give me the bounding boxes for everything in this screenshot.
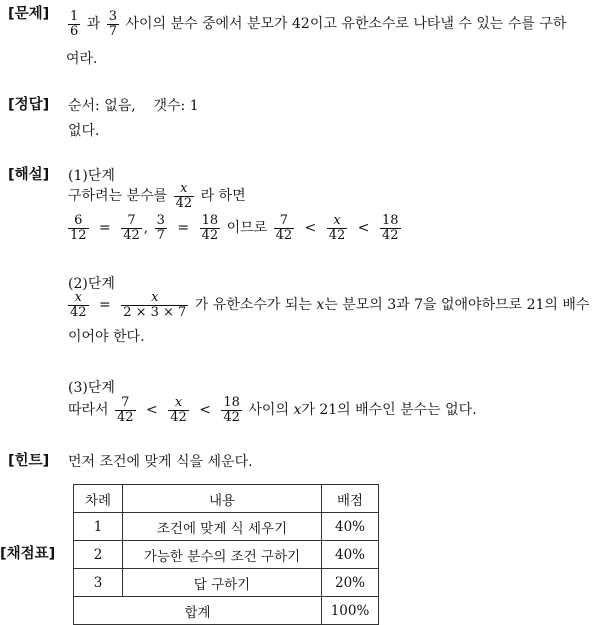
step1-post-text: 라 하면	[200, 188, 246, 205]
table-cell: 1	[74, 513, 123, 541]
answer-label: [정답]	[8, 97, 50, 113]
table-row	[74, 541, 379, 569]
fraction: $\frac{7}{42}$	[275, 213, 293, 243]
fraction: $\frac{7}{42}$	[123, 213, 140, 243]
fraction: $\frac{x}{42}$	[328, 213, 346, 243]
step2-title: (2)단계	[68, 276, 115, 292]
variable-x: x	[316, 297, 325, 314]
step1-intro	[68, 182, 246, 210]
fraction: $\frac{x}{42}$	[170, 395, 187, 425]
less-than-sign: <	[199, 402, 211, 419]
fraction: $\frac{x}{42}$	[70, 290, 87, 320]
hint-text: 먼저 조건에 맞게 식을 세운다.	[68, 454, 253, 470]
table-total-row	[74, 597, 379, 625]
equals-sign: =	[99, 220, 111, 237]
step2-text: 는 분모의 3과 7을 없애야하므로 21의 배수	[324, 297, 590, 314]
comma: ,	[143, 220, 149, 237]
step3-equation	[68, 396, 477, 424]
table-cell: 20%	[322, 569, 379, 597]
fraction: $\frac{x}{42}$	[175, 181, 193, 211]
fraction: $\frac{18}{42}$	[201, 213, 219, 243]
step3-pre-text: 따라서	[68, 402, 109, 419]
problem-line-1	[66, 10, 566, 38]
hint-label: [힌트]	[8, 453, 50, 469]
fraction: $\frac{3}{7}$	[108, 9, 117, 39]
less-than-sign: <	[146, 402, 158, 419]
step1-mid-text: 이므로	[226, 220, 268, 237]
answer-line-1: 순서: 없음, 갯수: 1	[68, 98, 199, 114]
header-cell: 배점	[322, 485, 379, 513]
table-row	[74, 569, 379, 597]
fraction: $\frac{18}{42}$	[381, 213, 399, 243]
step2-equation	[66, 291, 589, 319]
total-value: 100%	[322, 597, 379, 625]
table-cell: 40%	[322, 541, 379, 569]
problem-connector: 과	[86, 16, 101, 33]
step1-pre-text: 구하려는 분수를	[68, 188, 168, 205]
rubric-table	[73, 484, 379, 625]
table-cell: 3	[74, 569, 123, 597]
solution-label: [해설]	[8, 167, 50, 183]
step3-text: 가 21의 배수인 분수는 없다.	[301, 402, 477, 419]
step3-title: (3)단계	[68, 380, 115, 396]
rubric-label: [채점표]	[0, 546, 56, 562]
table-row	[74, 513, 379, 541]
fraction: $\frac{1}{6}$	[70, 9, 79, 39]
fraction: $\frac{3}{7}$	[156, 213, 165, 243]
table-cell: 2	[74, 541, 123, 569]
equals-sign: =	[177, 220, 190, 237]
problem-line-2: 여라.	[66, 51, 98, 67]
problem-text: 사이의 분수 중에서 분모가 42이고 유한소수로 나타낼 수 있는 수를 구하	[125, 16, 567, 33]
problem-label: [문제]	[8, 6, 50, 22]
step1-equation	[66, 214, 403, 242]
less-than-sign: <	[357, 220, 370, 237]
variable-x: x	[293, 402, 302, 419]
total-label: 합계	[74, 597, 322, 625]
table-cell: 가능한 분수의 조건 구하기	[123, 541, 322, 569]
fraction: $\frac{7}{42}$	[117, 395, 134, 425]
fraction: $\frac{x}{2 \times 3 \times 7}$	[123, 290, 187, 320]
answer-line-2: 없다.	[68, 123, 100, 139]
table-header-row	[74, 485, 379, 513]
header-cell: 차례	[74, 485, 123, 513]
fraction: $\frac{6}{12}$	[70, 213, 87, 243]
step3-text: 사이의	[248, 402, 289, 419]
table-cell: 40%	[322, 513, 379, 541]
table-cell: 답 구하기	[123, 569, 322, 597]
table-cell: 조건에 맞게 식 세우기	[123, 513, 322, 541]
fraction: $\frac{18}{42}$	[223, 395, 240, 425]
step1-title: (1)단계	[68, 168, 115, 184]
equals-sign: =	[99, 297, 111, 314]
header-cell: 내용	[123, 485, 322, 513]
step2-text: 가 유한소수가 되는	[194, 297, 312, 314]
less-than-sign: <	[304, 220, 317, 237]
step2-line-2: 이어야 한다.	[68, 329, 145, 345]
